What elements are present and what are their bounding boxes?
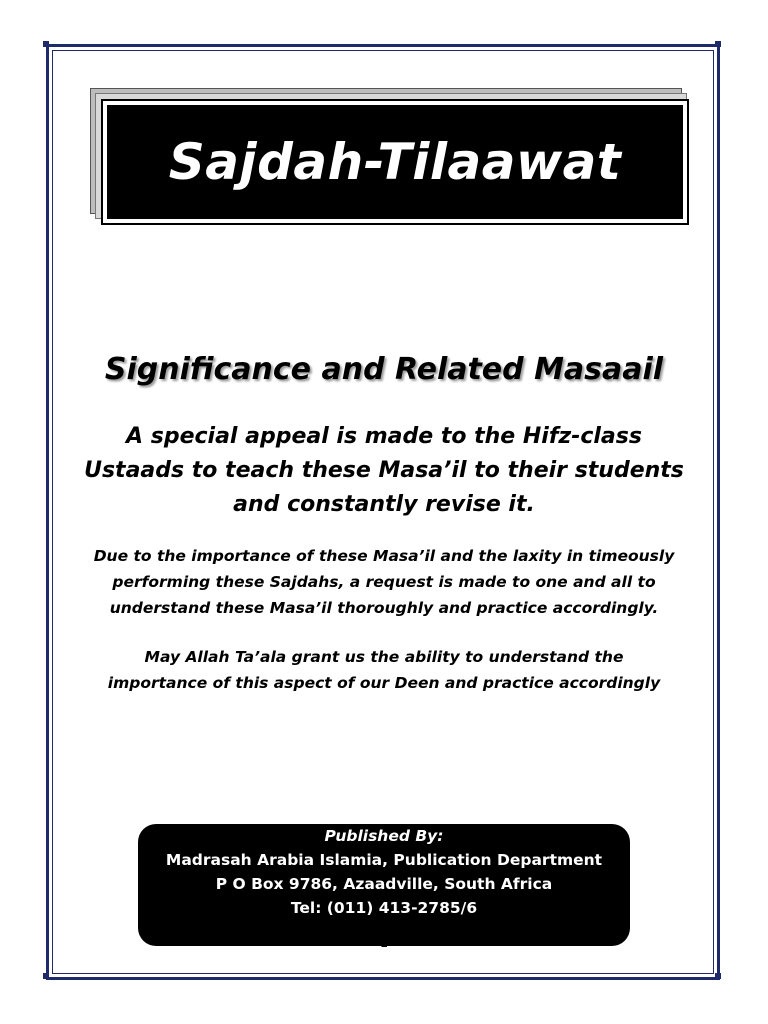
title-box bbox=[101, 99, 689, 225]
publisher-address: P O Box 9786, Azaadville, South Africa bbox=[215, 875, 553, 893]
paragraph-line: Due to the importance of these Masa’il and the laxity in timeously bbox=[93, 547, 675, 565]
importance-paragraph bbox=[66, 543, 702, 621]
appeal-line: Ustaads to teach these Masa’il to their students bbox=[84, 458, 684, 483]
document-subtitle: Significance and Related Masaail bbox=[104, 352, 664, 387]
publisher-name: Madrasah Arabia Islamia, Publication Department bbox=[165, 851, 603, 869]
appeal-line: A special appeal is made to the Hifz-class bbox=[126, 424, 642, 449]
paragraph-line: May Allah Ta’ala grant us the ability to understand the bbox=[144, 648, 624, 666]
paragraph-line: understand these Masa’il thoroughly and practice accordingly. bbox=[109, 599, 659, 617]
title-panel bbox=[107, 105, 683, 219]
appeal-line: and constantly revise it. bbox=[233, 492, 535, 517]
border-corner bbox=[43, 973, 49, 979]
page-number: 1 bbox=[379, 936, 389, 951]
appeal-text bbox=[70, 420, 698, 522]
dua-paragraph bbox=[66, 644, 702, 696]
document-title: Sajdah-Tilaawat bbox=[168, 133, 622, 191]
border-corner bbox=[715, 973, 721, 979]
publisher-box bbox=[138, 824, 630, 946]
border-corner bbox=[43, 41, 49, 47]
paragraph-line: performing these Sajdahs, a request is made to one and all to bbox=[112, 573, 656, 591]
publisher-heading: Published By: bbox=[324, 827, 444, 845]
paragraph-line: importance of this aspect of our Deen and practice accordingly bbox=[107, 674, 661, 692]
border-corner bbox=[715, 41, 721, 47]
publisher-tel: Tel: (011) 413-2785/6 bbox=[290, 899, 478, 917]
